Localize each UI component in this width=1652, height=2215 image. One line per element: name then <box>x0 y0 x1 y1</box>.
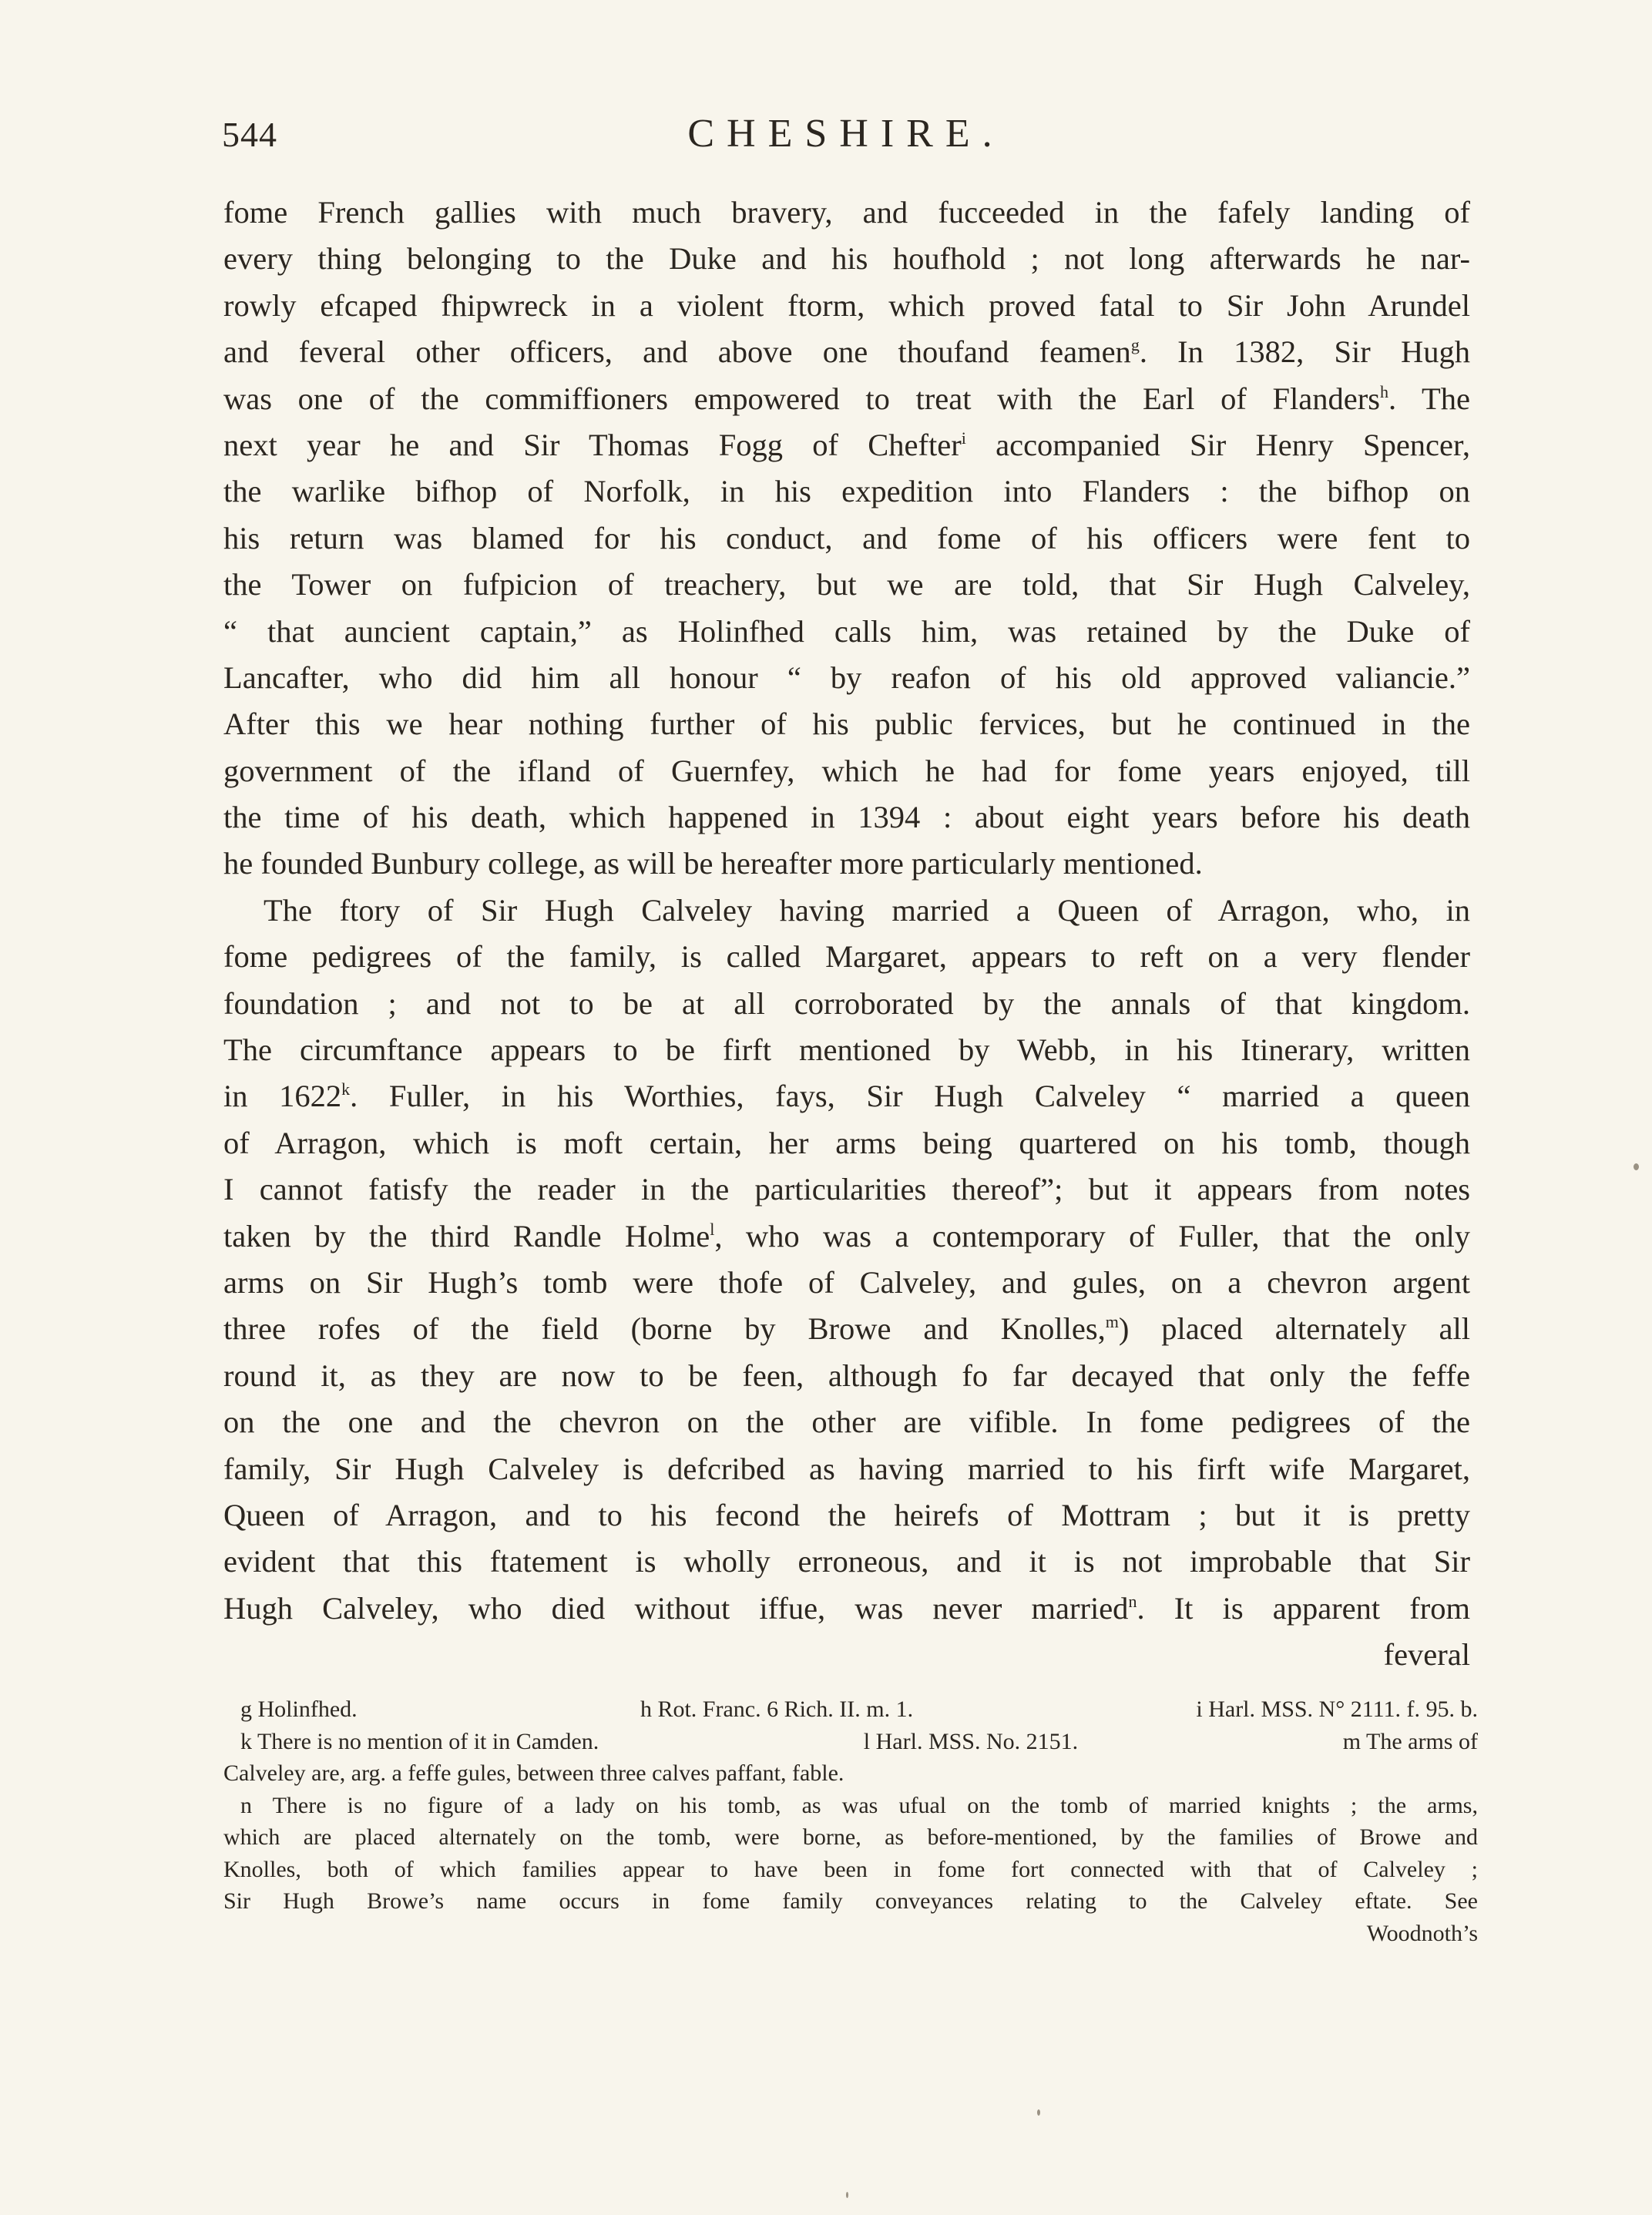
text-line: taken by the third Randle Holme$^l$, who was a contemporary of Fuller, that the only <box>223 1218 1470 1253</box>
text-line: three rofes of the field (borne by Browe and Knolles,$^m$) placed alternately all <box>223 1311 1470 1347</box>
text-line: on the one and the chevron on the other are vifible. In fome pedigrees of the <box>223 1405 1470 1440</box>
footnote-g: g Holinfhed. <box>240 1696 358 1722</box>
text-line: Lancafter, who did him all honour “ by reafon of his old approved valiancie.” <box>223 659 1470 695</box>
footnote-ref: n <box>1128 1591 1137 1611</box>
text-line: fome French gallies with much bravery, and fucceeded in the fafely landing of <box>223 195 1470 230</box>
text-line: was one of the commiffioners empowered to treat with the Earl of Flanders$^h$. The <box>223 381 1470 416</box>
text-line: evident that this ftatement is wholly erroneous, and it is not improbable that Sir <box>223 1544 1470 1579</box>
text-line: I cannot fatisfy the reader in the particularities thereof”; but it appears from notes <box>223 1172 1470 1207</box>
text-line: he founded Bunbury college, as will be hereafter more particularly mentioned. <box>223 846 1203 881</box>
text-line: government of the ifland of Guernfey, which he had for fome years enjoyed, till <box>223 753 1470 788</box>
footnote-h: h Rot. Franc. 6 Rich. II. m. 1. <box>640 1696 914 1722</box>
paper-speck <box>846 2192 848 2198</box>
main-text <box>223 190 1470 1679</box>
footnote-ref: g <box>1130 335 1140 355</box>
footnote-ref: l <box>710 1219 715 1239</box>
footnote-line: Calveley are, arg. a feffe gules, between three calves paffant, fable. <box>223 1760 844 1786</box>
text-line: The ftory of Sir Hugh Calveley having married a Queen of Arragon, who, in <box>264 892 1470 928</box>
text-line: the time of his death, which happened in 1394 : about eight years before his death <box>223 800 1470 835</box>
paper-speck <box>1634 1163 1639 1170</box>
running-title: CHESHIRE. <box>687 112 1005 156</box>
page-number: 544 <box>222 115 277 154</box>
text-line: round it, as they are now to be feen, although fo far decayed that only the feffe <box>223 1358 1470 1393</box>
footnote-ref: m <box>1105 1312 1119 1332</box>
text-line: the Tower on fufpicion of treachery, but we are told, that Sir Hugh Calveley, <box>223 567 1470 602</box>
footnote-line: which are placed alternately on the tomb, were borne, as before-mentioned, by the families of Browe and <box>223 1824 1478 1850</box>
paper-speck <box>1037 2109 1040 2116</box>
footnote-m: m The arms of <box>1342 1728 1478 1754</box>
text-line: in 1622$^k$. Fuller, in his Worthies, fays, Sir Hugh Calveley “ married a queen <box>223 1079 1470 1114</box>
footnote-ref: i <box>961 428 966 448</box>
text-line: The circumftance appears to be firft mentioned by Webb, in his Itinerary, written <box>223 1032 1470 1068</box>
footnote-line: Knolles, both of which families appear to have been in fome fort connected with that of Calveley ; <box>223 1856 1478 1882</box>
footnotes <box>223 1693 1478 1949</box>
text-line: After this we hear nothing further of his public fervices, but he continued in the <box>223 706 1470 742</box>
catchword: feveral <box>1383 1637 1470 1673</box>
footnote-i: i Harl. MSS. N° 2111. f. 95. b. <box>1196 1696 1478 1722</box>
text-line: Hugh Calveley, who died without iffue, was never married$^n$. It is apparent from <box>223 1590 1470 1626</box>
text-line: next year he and Sir Thomas Fogg of Chefter$^i$ accompanied Sir Henry Spencer, <box>223 427 1470 462</box>
text-line: “ that auncient captain,” as Holinfhed calls him, was retained by the Duke of <box>223 613 1470 649</box>
footnote-row <box>223 1693 1478 1726</box>
footnote-line: Sir Hugh Browe’s name occurs in fome family conveyances relating to the Calveley eftate. See <box>223 1888 1478 1914</box>
text-line: of Arragon, which is moft certain, her arms being quartered on his tomb, though <box>223 1125 1470 1160</box>
footnote-n: n There is no figure of a lady on his tomb, as was ufual on the tomb of married knights ; the arms, <box>240 1792 1478 1818</box>
footnote-ref: k <box>341 1079 351 1099</box>
text-line: every thing belonging to the Duke and his houfhold ; not long afterwards he nar- <box>223 241 1470 277</box>
text-line: family, Sir Hugh Calveley is defcribed as having married to his firft wife Margaret, <box>223 1451 1470 1486</box>
text-line: foundation ; and not to be at all corroborated by the annals of that kingdom. <box>223 985 1470 1021</box>
text-line: rowly efcaped fhipwreck in a violent ftorm, which proved fatal to Sir John Arundel <box>223 287 1470 323</box>
footnote-l: l Harl. MSS. No. 2151. <box>863 1728 1079 1754</box>
text-line: his return was blamed for his conduct, and fome of his officers were fent to <box>223 520 1470 555</box>
footnote-ref: h <box>1379 381 1388 401</box>
text-line: and feveral other officers, and above one thoufand feamen$^g$. In 1382, Sir Hugh <box>223 334 1470 370</box>
footnote-k: k There is no mention of it in Camden. <box>240 1728 599 1754</box>
text-line: the warlike bifhop of Norfolk, in his expedition into Flanders : the bifhop on <box>223 474 1470 509</box>
text-line: Queen of Arragon, and to his fecond the heirefs of Mottram ; but it is pretty <box>223 1497 1470 1532</box>
footnote-catchword: Woodnoth’s <box>1366 1920 1478 1946</box>
page-header <box>222 114 1470 168</box>
footnote-row <box>223 1726 1478 1758</box>
text-line: fome pedigrees of the family, is called Margaret, appears to reft on a very flender <box>223 939 1470 975</box>
text-line: arms on Sir Hugh’s tomb were thofe of Calveley, and gules, on a chevron argent <box>223 1264 1470 1300</box>
